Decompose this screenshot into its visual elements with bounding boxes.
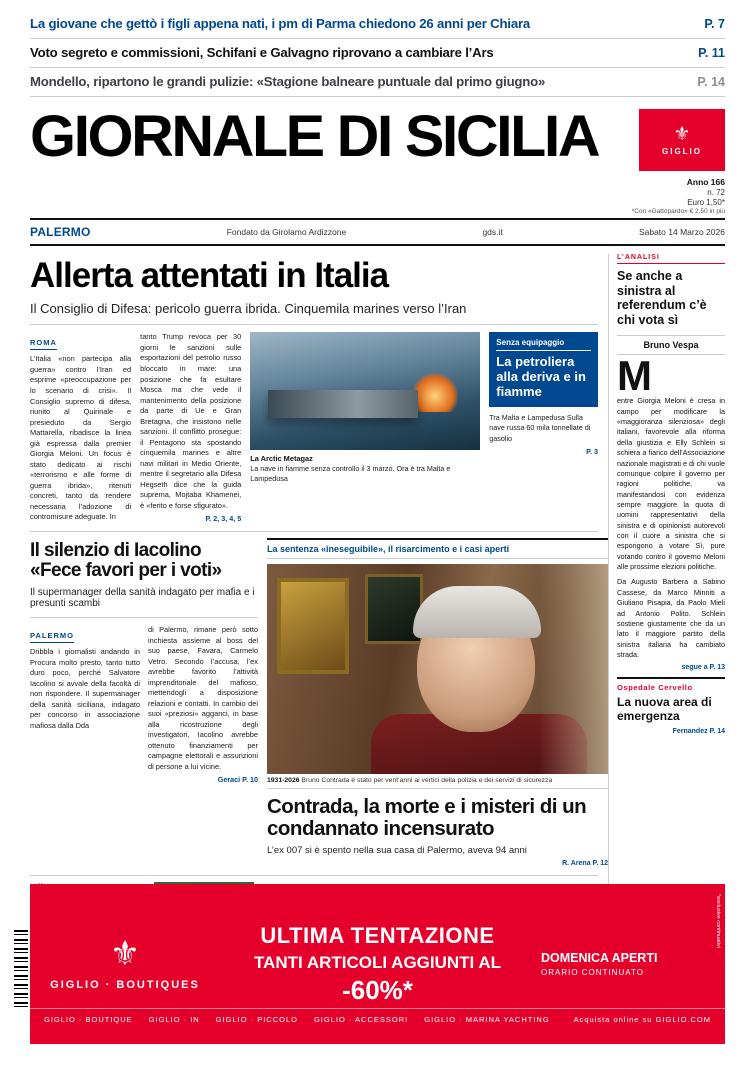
- ad-store-list: [44, 1015, 550, 1024]
- lead-column-1: [30, 332, 131, 523]
- side-kicker: Senza equipaggio: [496, 338, 591, 351]
- masthead: [0, 103, 755, 216]
- edition-date: Sabato 14 Marzo 2026: [638, 226, 725, 237]
- contrada-photo: [267, 564, 608, 774]
- side-title: La petroliera alla deriva e in fiamme: [496, 354, 586, 399]
- teaser-item[interactable]: [30, 68, 725, 97]
- teaser-text: La giovane che gettò i figli appena nati, i pm di Parma chiedono 26 anni per Chiara: [30, 16, 531, 31]
- teaser-item[interactable]: [30, 14, 725, 39]
- contrada-byline[interactable]: R. Arena P. 12: [562, 860, 608, 868]
- edition-info: [632, 177, 725, 216]
- lead-photo-block: [250, 332, 480, 523]
- contrada-title[interactable]: Contrada, la morte e i misteri di un condannato incensurato: [267, 795, 587, 841]
- edition-price: Euro 1,50*: [687, 197, 725, 207]
- teaser-page: P. 14: [697, 75, 725, 89]
- teaser-item[interactable]: [30, 39, 725, 68]
- website-link[interactable]: gds.it: [482, 226, 503, 237]
- edition-city: PALERMO: [30, 224, 91, 239]
- ad-discount: -60%*: [342, 974, 413, 1005]
- ad-continuous-hours: ORARIO CONTINUATO: [541, 968, 644, 977]
- iacolino-title-1[interactable]: Il silenzio di Iacolino: [30, 540, 201, 562]
- contrada-photo-caption: [267, 774, 608, 789]
- iacolino-title-2[interactable]: «Fece favori per i voti»: [30, 560, 222, 582]
- sponsor-logo[interactable]: [639, 109, 725, 171]
- contrada-years: 1931-2026: [267, 777, 300, 785]
- lead-kicker: ROMA: [30, 338, 57, 350]
- side-text: Tra Malta e Lampedusa Sulla nave russa 60 mila tonnellate di gasolio: [489, 413, 591, 443]
- lead-article: [30, 332, 598, 523]
- edition-number: n. 72: [707, 187, 725, 197]
- side-article: [489, 332, 598, 523]
- ad-open-sunday: DOMENICA APERTI: [541, 951, 658, 965]
- iacolino-intro: Il supermanager della sanità indagato per mafia e i presunti scambi: [30, 587, 258, 618]
- info-bar: [30, 218, 725, 246]
- side-page-ref[interactable]: P. 3: [586, 446, 598, 456]
- analysis-author: Bruno Vespa: [617, 335, 725, 355]
- iacolino-kicker: PALERMO: [30, 631, 74, 643]
- ad-store[interactable]: GIGLIO · BOUTIQUE: [44, 1015, 133, 1024]
- lead-page-ref[interactable]: P. 2, 3, 4, 5: [205, 514, 242, 524]
- teaser-text: Mondello, ripartono le grandi pulizie: «Stagione balneare puntuale dal primo giugno»: [30, 74, 546, 89]
- lead-headline[interactable]: Allerta attentati in Italia: [30, 255, 389, 295]
- contrada-bar: La sentenza «ineseguibile», il risarcimento e i casi aperti: [267, 538, 608, 559]
- ospedale-ref[interactable]: Fernandez P. 14: [672, 727, 725, 735]
- barcode: [14, 930, 28, 1008]
- analysis-body-2: Da Augusto Barbera a Sabino Cassese, da Marco Minniti a Giuliano Pisapia, da Paolo Mieli ad Antonio Polito. Schlein sostiene giustamente che da un lato il maggiore partito della sinistra italiana ha cambiato strada.: [617, 577, 725, 659]
- masthead-right: [632, 109, 725, 216]
- main-content: [0, 254, 755, 972]
- lead-body-2: tanto Trump revoca per 30 giorni le sanzioni sulle esportazioni del petrolio russo bloccato in mare: una posizione che fa esultare Mosca ma che vede il mantenimento della posizione da parte di Ue e Gran Bretagna, che insistono nelle sanzioni. Il conflitto prosegue: il Pentagono sta spostando cinquemila marines e altre navi militari in Medio Oriente, mentre il segretario alla Difesa Hegseth dice che la guida suprema, Mojtaba Khamenei, è «ferito e forse sfigurato».: [140, 332, 242, 510]
- contrada-sub: L’ex 007 si è spento nella sua casa di Palermo, aveva 94 anni: [267, 845, 527, 857]
- iacolino-body-1: Dribbla i giornalisti andando in Procura molto presto, tanto tutto duro poco, perché Salvatore Iacolino si avvale della facoltà di non rispondere. Il supermanager della sanità siciliana, indagato per concorso in associazione mafiosa dalla Dda: [30, 647, 140, 730]
- sponsor-name: GIGLIO: [662, 146, 702, 156]
- ad-line-1: ULTIMA TENTAZIONE: [260, 922, 495, 948]
- ospedale-kicker: Ospedale Cervello: [617, 677, 725, 692]
- ad-disclaimer: *esclusive continuativi: [715, 894, 721, 948]
- tanker-fire-photo: [250, 332, 480, 450]
- contrada-article: [267, 538, 608, 867]
- iacolino-columns: [30, 625, 258, 784]
- founder-line: Fondato da Girolamo Ardizzone: [226, 226, 347, 237]
- ad-store[interactable]: GIGLIO · MARINA YACHTING: [424, 1015, 550, 1024]
- fleur-de-lis-icon: ⚜: [109, 935, 141, 973]
- edition-price-note: *Con «Gattopardo» € 2,50 in più: [631, 207, 725, 215]
- teaser-page: P. 11: [698, 46, 725, 60]
- ad-store[interactable]: GIGLIO · ACCESSORI: [313, 1015, 409, 1024]
- analysis-title[interactable]: Se anche a sinistra al referendum c’è chi vota sì: [617, 268, 707, 327]
- ad-brand-name: GIGLIO · BOUTIQUES: [50, 979, 200, 991]
- analysis-dropcap: M: [617, 351, 652, 399]
- teaser-page: P. 7: [704, 17, 725, 31]
- divider: [30, 875, 598, 876]
- iacolino-body-2: di Palermo, rimane però sotto inchiesta assieme al boss del suo paese, Favara, Carmelo Vetro. Secondo l’accusa, l’ex avrebbe favorito l’attività imprenditoriale del mafioso, mettendogli a disposizione relazioni e contatti. In cambio dei suoi «preziosi» agganci, in base alla ricostruzione degli investigatori, Iacolino avrebbe ottenuto finanziamenti per campagne elettorali e assunzioni di persone a lui vicine.: [148, 625, 258, 771]
- ad-footer: [30, 1008, 725, 1030]
- side-article-header[interactable]: [489, 332, 598, 407]
- iacolino-article: [30, 538, 258, 867]
- photo-caption-title: La Arctic Metagaz: [250, 454, 313, 464]
- analysis-ref[interactable]: segue a P. 13: [681, 664, 725, 672]
- edition-year: Anno 166: [686, 177, 725, 187]
- left-columns: [30, 254, 608, 972]
- lead-body-1: L’Italia «non partecipa alla guerra» contro l’Iran ed esprime «preoccupazione per lo scenario di crisi». Il Consiglio supremo di difesa, riunito al Quirinale e presieduto da Sergio Mattarella, ribadisce la linea già espressa dalla premier Giorgia Meloni. Un focus è stato dedicato ai rischi «terrorismo e alle forme di guerra ibrida», ritenuti concreti, tanto da rendere necessaria l’adozione di contromisure adeguate. In: [30, 354, 132, 522]
- lead-subhead: Il Consiglio di Difesa: pericolo guerra ibrida. Cinquemila marines verso l’Iran: [30, 301, 598, 325]
- newspaper-logo: GIORNALE DI SICILIA: [30, 104, 599, 169]
- divider: [30, 531, 598, 532]
- teaser-strip: [0, 0, 755, 103]
- teaser-text: Voto segreto e commissioni, Schifani e Galvagno riprovano a cambiare l’Ars: [30, 45, 494, 60]
- contrada-caption-text: Bruno Contrada è stato per vent’anni ai vertici della polizia e dei servizi di sicurezza: [301, 777, 553, 785]
- ad-store[interactable]: GIGLIO · IN: [148, 1015, 200, 1024]
- lead-column-2: [140, 332, 241, 523]
- photo-caption-text: La nave in fiamme senza controllo il 3 marzo. Ora è tra Malta e Lampedusa: [250, 464, 451, 483]
- iacolino-ref[interactable]: Geraci P. 10: [217, 775, 258, 785]
- analysis-column: [608, 254, 725, 972]
- analysis-kicker: L’ANALISI: [617, 254, 725, 264]
- ad-line-2: TANTI ARTICOLI AGGIUNTI AL: [253, 952, 502, 972]
- fleur-de-lis-icon: ⚜: [673, 123, 691, 145]
- ospedale-title[interactable]: La nuova area di emergenza: [617, 695, 712, 724]
- analysis-body-1: entre Giorgia Meloni è cresa in campo per modificare la «maggioranza silenziosa» degli italiani, favorevole alla riforma della giustizia e Elly Schlein si schiera a fianco dell’Associazione nazionale magistrati e di chi vuole comunque colpire il governo per ragioni politiche, va manifestandosi con evidenza sempre maggiore la quota di uomini rappresentativi della sinistra e di opinionisti autorevoli con il cuore a sinistra che si espongono a votare Sì, pure votando contro il governo Meloni alle prossime elezioni politiche.: [617, 396, 725, 572]
- ad-online-link[interactable]: Acquista online su GIGLIO.COM: [573, 1015, 711, 1024]
- ad-store[interactable]: GIGLIO · PICCOLO: [215, 1015, 298, 1024]
- middle-row: [30, 538, 608, 868]
